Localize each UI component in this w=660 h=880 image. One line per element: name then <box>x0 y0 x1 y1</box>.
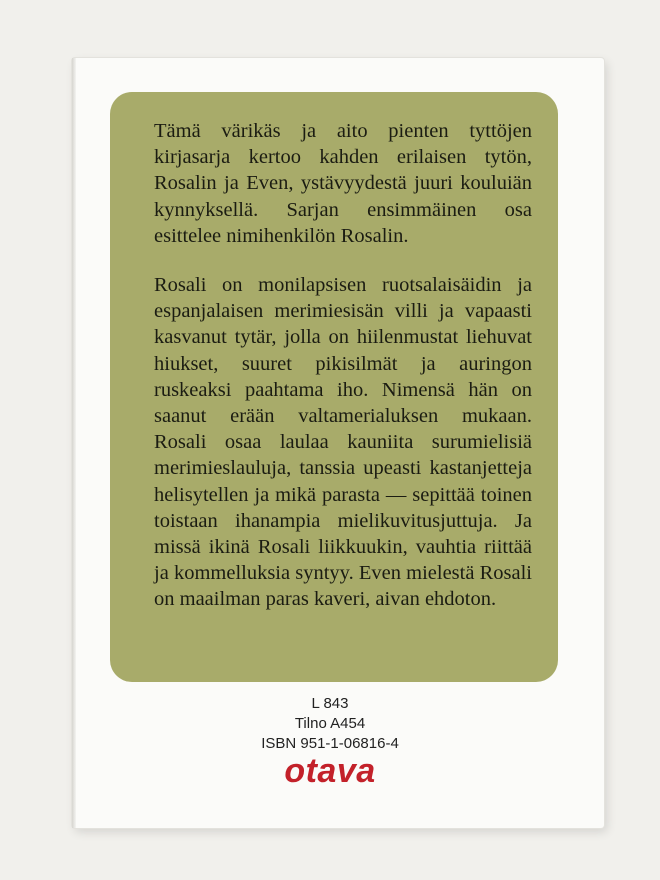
catalog-codes <box>0 694 660 754</box>
catalog-code: L 843 <box>311 695 349 712</box>
isbn-code: ISBN 951-1-06816-4 <box>261 735 399 752</box>
blurb-paragraph-intro: Tämä värikäs ja aito pienten tyttöjen kirjasarja kertoo kahden erilaisen tytön, Rosalin ja Even, ystävyydestä juuri kouluiän kynnyksellä. Sarjan ensimmäinen osa esittelee nimihenkilön Rosalin. <box>154 120 532 247</box>
publisher-logo: otava <box>284 752 376 790</box>
blurb-paragraph-description: Rosali on monilapsisen ruotsalaisäidin ja espanjalaisen merimiesisän villi ja vapaasti kasvanut tytär, jolla on hiilenmustat liehuvat hiukset, suuret pikisilmät ja auringon ruskeaksi paahtama iho. Nimensä hän on saanut erään valtamerialuksen mukaan. Rosali osaa laulaa kauniita surumielisiä merimieslauluja, tanssia upeasti kastanjetteja helisytellen ja mikä parasta — sepittää toinen toistaan ihanampia mielikuvitusjuttuja. Ja missä ikinä Rosali liikkuukin, vauhtia riittää ja kommelluksia syntyy. Even mielestä Rosali on maailman paras kaveri, aivan ehdoton. <box>154 274 532 611</box>
blurb-panel <box>110 92 558 682</box>
tilno-code: Tilno A454 <box>294 715 366 732</box>
